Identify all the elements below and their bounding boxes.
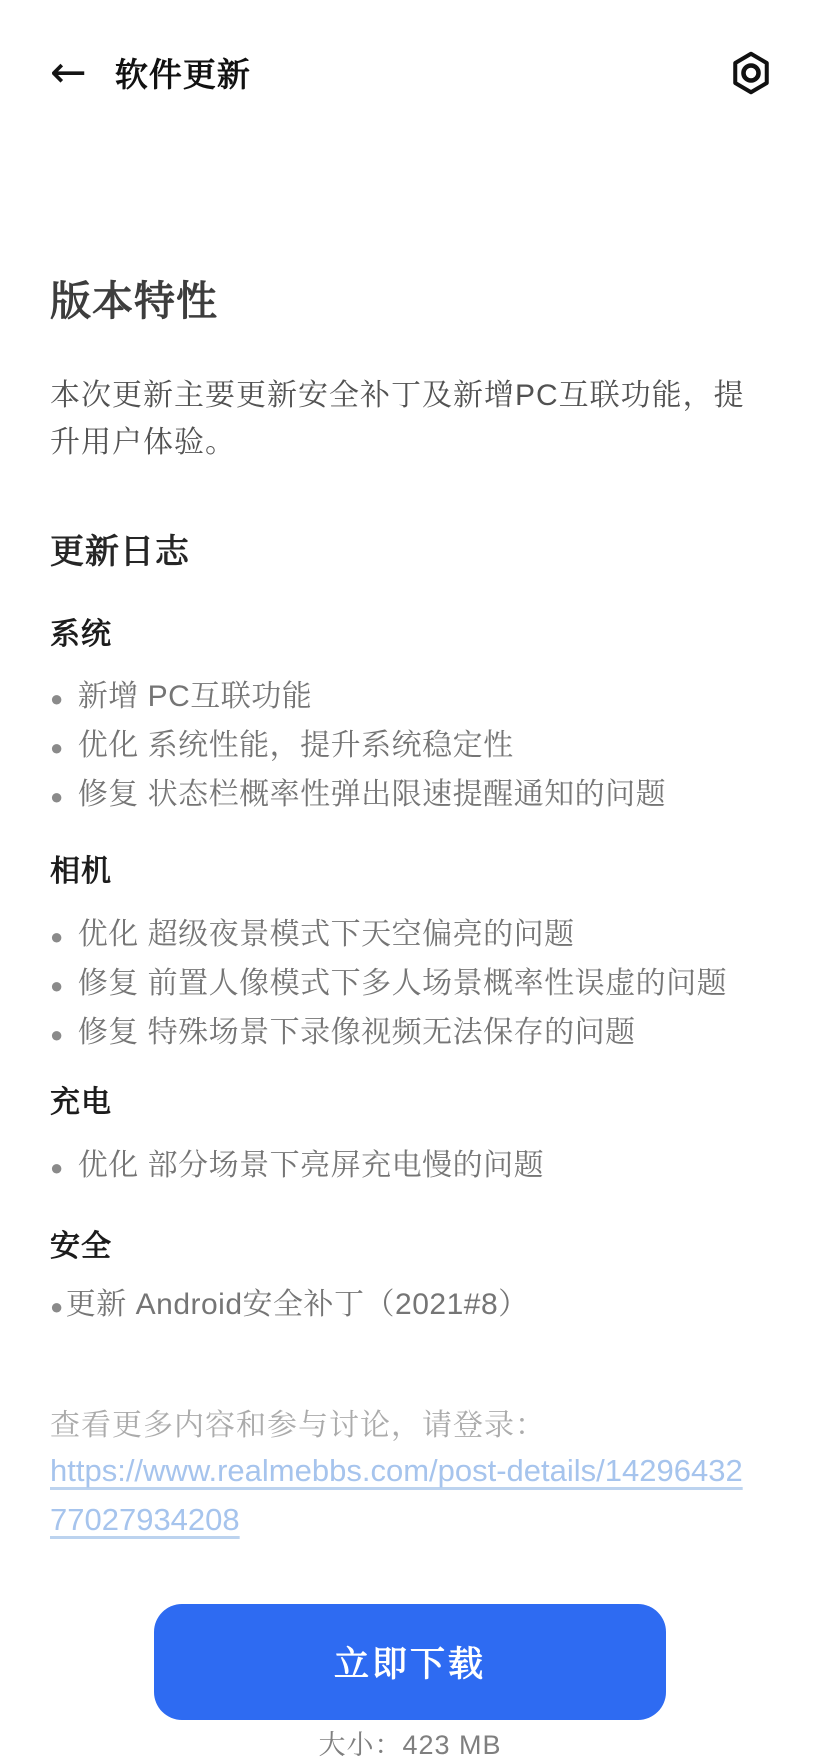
changelog-item — [50, 673, 770, 722]
changelog-section-security — [50, 1229, 770, 1330]
changelog-item-text: 优化 部分场景下亮屏充电慢的问题 — [77, 1149, 545, 1182]
changelog-title: 更新日志 — [50, 533, 190, 571]
changelog-item — [50, 722, 770, 771]
bbs-post-link[interactable]: https://www.realmebbs.com/post-details/1429643277027934208 — [50, 1453, 743, 1537]
section-heading: 充电 — [50, 1086, 112, 1119]
bullet-icon: ● — [50, 973, 64, 998]
section-heading: 系统 — [50, 618, 112, 651]
changelog-section-camera — [50, 854, 770, 1058]
bullet-list — [50, 1142, 770, 1191]
changelog-item — [50, 1142, 770, 1191]
version-features-description: 本次更新主要更新安全补丁及新增PC互联功能，提升用户体验。 — [50, 379, 745, 459]
changelog-item — [50, 771, 770, 820]
changelog-item-text: 优化 系统性能，提升系统稳定性 — [77, 729, 514, 762]
bullet-list — [50, 911, 770, 1058]
settings-button[interactable] — [730, 50, 772, 96]
changelog-item — [50, 1281, 770, 1330]
bullet-list — [50, 673, 770, 820]
app-bar — [0, 0, 820, 98]
back-arrow-icon[interactable]: ← — [50, 46, 87, 98]
version-features-title: 版本特性 — [50, 278, 218, 324]
changelog-item-text: 优化 超级夜景模式下天空偏亮的问题 — [77, 918, 575, 951]
changelog-item-text: 更新 Android安全补丁（2021#8） — [65, 1288, 529, 1321]
bullet-icon: ● — [50, 1294, 64, 1319]
page-title: 软件更新 — [114, 56, 251, 93]
section-heading: 安全 — [50, 1230, 112, 1263]
changelog-item-text: 新增 PC互联功能 — [77, 680, 313, 713]
bullet-icon: ● — [50, 1155, 64, 1180]
section-heading: 相机 — [50, 855, 112, 888]
changelog-item-text: 修复 前置人像模式下多人场景概率性误虚的问题 — [77, 967, 728, 1000]
changelog-section-system — [50, 617, 770, 820]
settings-hexagon-icon — [730, 50, 772, 96]
bullet-icon: ● — [50, 735, 64, 760]
package-size-label: 大小：423 MB — [318, 1730, 502, 1760]
bullet-icon: ● — [50, 1022, 64, 1047]
bullet-icon: ● — [50, 784, 64, 809]
discussion-note: 查看更多内容和参与讨论，请登录： — [50, 1409, 546, 1442]
bullet-icon: ● — [50, 686, 64, 711]
changelog-item — [50, 1009, 770, 1058]
changelog-item-text: 修复 状态栏概率性弹出限速提醒通知的问题 — [77, 778, 667, 811]
changelog-item-text: 修复 特殊场景下录像视频无法保存的问题 — [77, 1016, 636, 1049]
changelog-item — [50, 911, 770, 960]
changelog-section-charging — [50, 1085, 770, 1191]
changelog-item — [50, 960, 770, 1009]
bullet-icon: ● — [50, 924, 64, 949]
update-content — [0, 277, 820, 1762]
bullet-list — [50, 1281, 770, 1330]
download-button[interactable]: 立即下载 — [154, 1604, 666, 1720]
